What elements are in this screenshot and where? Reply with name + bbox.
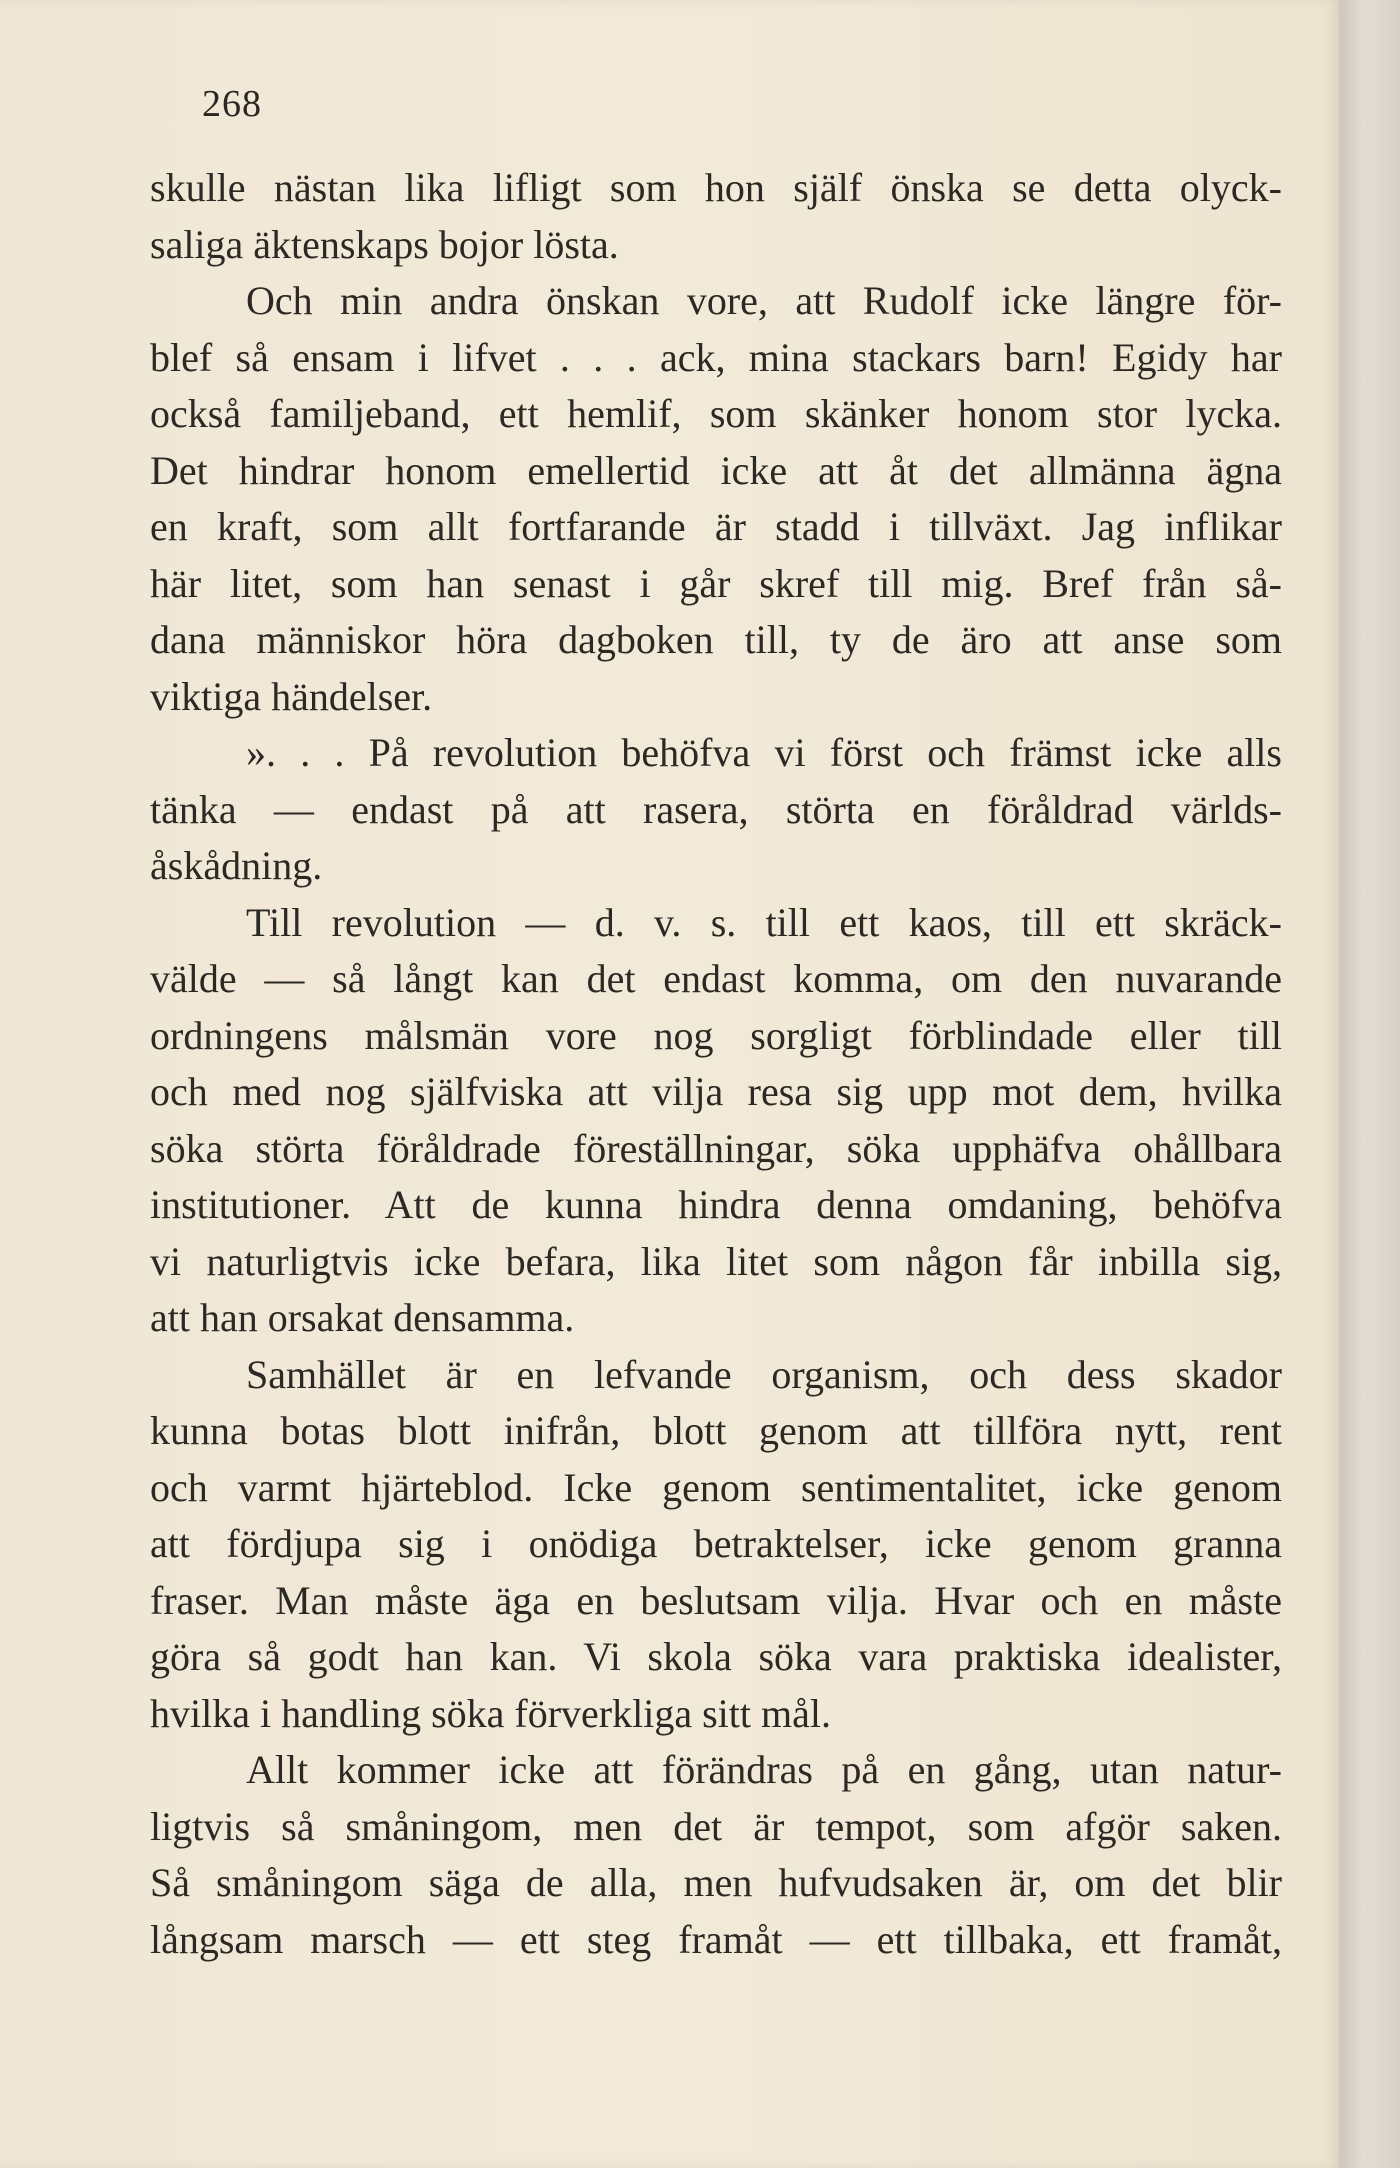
text-line: och varmt hjärteblod. Icke genom sentimentalitet, icke genom	[150, 1464, 1282, 1510]
page-number: 268	[202, 83, 262, 125]
text-line: göra så godt han kan. Vi skola söka vara praktiska idealister,	[150, 1634, 1282, 1679]
page-edge	[1340, 0, 1400, 2168]
text-line: Allt kommer icke att förändras på en gång, utan natur-	[246, 1747, 1282, 1792]
text-line: välde — så långt kan det endast komma, om den nuvarande	[150, 956, 1282, 1001]
text-line: fraser. Man måste äga en beslutsam vilja. Hvar och en måste	[150, 1577, 1282, 1623]
text-line: och med nog själfviska att vilja resa sig upp mot dem, hvilka	[150, 1069, 1282, 1114]
body-text	[150, 160, 1282, 1968]
text-line: också familjeband, ett hemlif, som skänker honom stor lycka.	[150, 391, 1282, 436]
text-line: söka störta föråldrade föreställningar, söka upphäfva ohållbara	[150, 1125, 1282, 1171]
text-line: Och min andra önskan vore, att Rudolf icke längre för-	[246, 278, 1282, 323]
text-line: långsam marsch — ett steg framåt — ett tillbaka, ett framåt,	[150, 1916, 1282, 1962]
text-line: Det hindrar honom emellertid icke att åt det allmänna ägna	[150, 447, 1282, 493]
text-line: ordningens målsmän vore nog sorgligt förblindade eller till	[150, 1012, 1282, 1058]
text-line: Till revolution — d. v. s. till ett kaos, till ett skräck-	[246, 899, 1282, 945]
text-line: Så småningom säga de alla, men hufvudsaken är, om det blir	[150, 1860, 1282, 1905]
text-line: vi naturligtvis icke befara, lika litet som någon får inbilla sig,	[150, 1238, 1282, 1284]
text-line: åskådning.	[150, 843, 323, 888]
text-line: att fördjupa sig i onödiga betraktelser, icke genom granna	[150, 1521, 1282, 1566]
text-line: ». . . På revolution behöfva vi först och främst icke alls	[246, 730, 1282, 775]
text-line: tänka — endast på att rasera, störta en föråldrad världs-	[150, 786, 1282, 832]
text-line: saliga äktenskaps bojor lösta.	[150, 221, 619, 267]
text-line: institutioner. Att de kunna hindra denna omdaning, behöfva	[150, 1182, 1282, 1227]
text-line: skulle nästan lika lifligt som hon själf önska se detta olyck-	[150, 165, 1282, 210]
text-line: viktiga händelser.	[150, 673, 433, 719]
text-line: kunna botas blott inifrån, blott genom att tillföra nytt, rent	[150, 1408, 1282, 1453]
text-line: här litet, som han senast i går skref till mig. Bref från så-	[150, 560, 1282, 606]
text-line: hvilka i handling söka förverkliga sitt mål.	[150, 1690, 831, 1736]
text-line: en kraft, som allt fortfarande är stadd i tillväxt. Jag inflikar	[150, 504, 1282, 549]
text-line: ligtvis så småningom, men det är tempot, som afgör saken.	[150, 1803, 1282, 1849]
text-line: blef så ensam i lifvet . . . ack, mina stackars barn! Egidy har	[150, 334, 1282, 380]
text-line: Samhället är en lefvande organism, och dess skador	[246, 1351, 1282, 1397]
text-line: att han orsakat densamma.	[150, 1295, 575, 1340]
text-line: dana människor höra dagboken till, ty de äro att anse som	[150, 617, 1282, 662]
